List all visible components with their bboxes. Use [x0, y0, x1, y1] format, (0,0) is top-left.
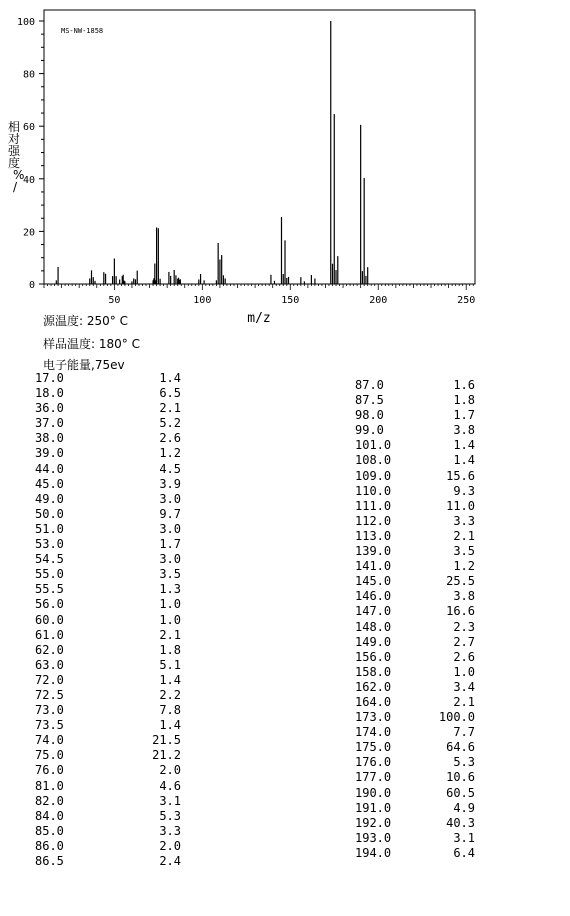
abundance-value: 1.3 [159, 582, 181, 597]
mz-value: 18.0 [35, 386, 64, 401]
mz-value: 72.5 [35, 687, 64, 702]
mz-value: 146.0 [355, 589, 392, 604]
table-row [355, 801, 475, 816]
mz-value: 61.0 [35, 627, 64, 642]
mz-value: 112.0 [355, 513, 392, 528]
mz-value: 72.0 [35, 672, 64, 687]
x-tick-label: 50 [108, 295, 121, 306]
mz-value: 87.0 [355, 378, 384, 392]
mz-value: 99.0 [355, 423, 384, 438]
table-row [35, 567, 181, 582]
x-tick-label: 200 [369, 295, 388, 306]
mz-value: 54.5 [35, 552, 64, 567]
table-row [355, 680, 475, 695]
table-row [355, 846, 475, 861]
mz-value: 194.0 [355, 845, 392, 860]
mz-value: 174.0 [355, 725, 392, 740]
table-row [35, 582, 181, 597]
abundance-value: 3.3 [159, 823, 181, 838]
mz-value: 39.0 [35, 446, 64, 461]
mz-value: 50.0 [35, 506, 64, 521]
abundance-value: 64.6 [446, 740, 475, 755]
table-row [35, 492, 181, 507]
mz-value: 17.0 [35, 371, 64, 385]
abundance-value: 15.6 [446, 468, 475, 483]
mz-value: 49.0 [35, 491, 64, 506]
mz-value: 56.0 [35, 597, 64, 612]
abundance-value: 2.6 [159, 431, 181, 446]
mz-value: 110.0 [355, 483, 392, 498]
abundance-value: 1.4 [453, 438, 475, 453]
abundance-value: 4.5 [159, 461, 181, 476]
mz-value: 60.0 [35, 612, 64, 627]
table-row [355, 620, 475, 635]
table-row [355, 438, 475, 453]
table-row [35, 779, 181, 794]
table-row [355, 695, 475, 710]
abundance-value: 2.0 [159, 763, 181, 778]
abundance-value: 3.9 [159, 476, 181, 491]
abundance-value: 1.0 [159, 612, 181, 627]
y-tick-label: 60 [22, 122, 35, 134]
mz-value: 173.0 [355, 710, 392, 725]
mz-value: 101.0 [355, 438, 392, 453]
abundance-value: 3.0 [159, 552, 181, 567]
table-row [355, 393, 475, 408]
mz-value: 62.0 [35, 642, 64, 657]
y-tick-label: 100 [16, 17, 35, 28]
table-row [355, 544, 475, 559]
table-row [355, 559, 475, 574]
abundance-value: 2.4 [159, 854, 181, 868]
abundance-value: 2.2 [159, 687, 181, 702]
mz-value: 53.0 [35, 537, 64, 552]
abundance-value: 3.8 [453, 589, 475, 604]
mz-value: 139.0 [355, 544, 392, 559]
mz-value: 113.0 [355, 528, 392, 543]
abundance-value: 7.7 [453, 725, 475, 740]
abundance-value: 1.6 [453, 378, 475, 392]
table-row [35, 763, 181, 778]
abundance-value: 2.3 [453, 619, 475, 634]
abundance-value: 5.2 [159, 416, 181, 431]
abundance-value: 10.6 [446, 770, 475, 785]
abundance-value: 16.6 [446, 604, 475, 619]
table-row [355, 574, 475, 589]
mz-value: 177.0 [355, 770, 392, 785]
table-row [35, 446, 181, 461]
mz-value: 51.0 [35, 521, 64, 536]
mz-value: 193.0 [355, 830, 392, 845]
abundance-value: 1.4 [159, 672, 181, 687]
abundance-value: 1.4 [159, 718, 181, 733]
table-row [355, 755, 475, 770]
mz-value: 55.5 [35, 582, 64, 597]
table-row [355, 408, 475, 423]
table-row [35, 658, 181, 673]
abundance-value: 1.8 [159, 642, 181, 657]
mz-value: 109.0 [355, 468, 392, 483]
x-tick-label: 100 [193, 295, 212, 306]
mz-value: 111.0 [355, 498, 392, 513]
table-row [35, 809, 181, 824]
mz-value: 37.0 [35, 416, 64, 431]
table-row [35, 824, 181, 839]
table-row [35, 733, 181, 748]
abundance-value: 60.5 [446, 785, 475, 800]
y-tick-label: 80 [22, 69, 35, 81]
table-row [355, 423, 475, 438]
mz-value: 85.0 [35, 823, 64, 838]
table-row [355, 378, 475, 393]
abundance-value: 9.7 [159, 506, 181, 521]
mz-value: 76.0 [35, 763, 64, 778]
table-row [35, 552, 181, 567]
abundance-value: 6.4 [453, 845, 475, 860]
table-row [355, 725, 475, 740]
table-row [355, 604, 475, 619]
mz-value: 86.5 [35, 854, 64, 868]
table-row [35, 673, 181, 688]
table-row [35, 703, 181, 718]
mz-value: 145.0 [355, 574, 392, 589]
abundance-value: 6.5 [159, 386, 181, 401]
table-row [355, 770, 475, 785]
mz-value: 141.0 [355, 559, 392, 574]
abundance-value: 3.0 [159, 521, 181, 536]
table-row [35, 416, 181, 431]
mz-value: 81.0 [35, 778, 64, 793]
table-row [35, 854, 181, 869]
abundance-value: 25.5 [446, 574, 475, 589]
abundance-value: 3.4 [453, 679, 475, 694]
abundance-value: 1.7 [159, 537, 181, 552]
table-row [35, 839, 181, 854]
electron-energy: 电子能量,75ev [43, 358, 125, 372]
table-row [35, 718, 181, 733]
abundance-value: 2.1 [453, 694, 475, 709]
mz-value: 176.0 [355, 755, 392, 770]
table-row [35, 643, 181, 658]
x-tick-label: 150 [281, 295, 300, 306]
abundance-value: 1.2 [453, 559, 475, 574]
y-axis-label: 相对强度% / [8, 120, 25, 194]
table-row [35, 794, 181, 809]
table-row [355, 650, 475, 665]
abundance-value: 9.3 [453, 483, 475, 498]
abundance-value: 1.4 [159, 371, 181, 385]
table-row [355, 786, 475, 801]
abundance-value: 11.0 [446, 498, 475, 513]
mz-value: 45.0 [35, 476, 64, 491]
mz-value: 149.0 [355, 634, 392, 649]
mz-value: 38.0 [35, 431, 64, 446]
mz-value: 164.0 [355, 694, 392, 709]
abundance-value: 3.5 [159, 567, 181, 582]
mz-value: 73.0 [35, 703, 64, 718]
mz-value: 84.0 [35, 808, 64, 823]
table-row [35, 401, 181, 416]
mz-value: 148.0 [355, 619, 392, 634]
mz-value: 175.0 [355, 740, 392, 755]
mz-value: 190.0 [355, 785, 392, 800]
mz-value: 82.0 [35, 793, 64, 808]
abundance-value: 1.7 [453, 408, 475, 423]
table-row [35, 613, 181, 628]
table-row [35, 748, 181, 763]
abundance-value: 100.0 [438, 710, 475, 725]
mz-value: 86.0 [35, 838, 64, 853]
table-row [35, 522, 181, 537]
y-tick-label: 20 [22, 227, 35, 239]
abundance-value: 40.3 [446, 815, 475, 830]
mz-value: 74.0 [35, 733, 64, 748]
abundance-value: 21.2 [152, 748, 181, 763]
abundance-value: 2.1 [453, 528, 475, 543]
mz-value: 108.0 [355, 453, 392, 468]
table-row [355, 740, 475, 755]
mz-value: 191.0 [355, 800, 392, 815]
abundance-value: 3.5 [453, 544, 475, 559]
mz-value: 44.0 [35, 461, 64, 476]
abundance-value: 3.3 [453, 513, 475, 528]
mz-value: 98.0 [355, 408, 384, 423]
abundance-value: 2.1 [159, 627, 181, 642]
mz-value: 156.0 [355, 649, 392, 664]
abundance-value: 5.3 [159, 808, 181, 823]
peak-table-right [355, 378, 475, 861]
peak-table-left [35, 371, 181, 869]
table-row [35, 628, 181, 643]
table-row [35, 597, 181, 612]
mz-value: 162.0 [355, 679, 392, 694]
abundance-value: 4.6 [159, 778, 181, 793]
table-row [355, 453, 475, 468]
abundance-value: 1.2 [159, 446, 181, 461]
mz-value: 73.5 [35, 718, 64, 733]
table-row [355, 529, 475, 544]
abundance-value: 1.4 [453, 453, 475, 468]
abundance-value: 21.5 [152, 733, 181, 748]
mz-value: 147.0 [355, 604, 392, 619]
abundance-value: 3.1 [453, 830, 475, 845]
abundance-value: 3.8 [453, 423, 475, 438]
abundance-value: 1.0 [159, 597, 181, 612]
table-row [35, 462, 181, 477]
table-row [35, 386, 181, 401]
table-row [355, 816, 475, 831]
table-row [35, 371, 181, 386]
sample-temperature: 样品温度: 180° C [43, 337, 140, 351]
mz-value: 36.0 [35, 401, 64, 416]
table-row [355, 665, 475, 680]
mz-value: 75.0 [35, 748, 64, 763]
source-temperature: 源温度: 250° C [43, 314, 128, 328]
table-row [35, 688, 181, 703]
abundance-value: 2.7 [453, 634, 475, 649]
table-row [35, 477, 181, 492]
mz-value: 55.0 [35, 567, 64, 582]
abundance-value: 3.1 [159, 793, 181, 808]
abundance-value: 2.0 [159, 838, 181, 853]
abundance-value: 5.1 [159, 657, 181, 672]
table-row [355, 831, 475, 846]
abundance-value: 1.0 [453, 664, 475, 679]
plot-frame [44, 10, 475, 284]
abundance-value: 2.6 [453, 649, 475, 664]
table-row [355, 710, 475, 725]
table-row [355, 499, 475, 514]
mz-value: 158.0 [355, 664, 392, 679]
abundance-value: 4.9 [453, 800, 475, 815]
x-axis-label: m/z [247, 311, 271, 326]
table-row [35, 431, 181, 446]
table-row [355, 635, 475, 650]
sample-id: MS-NW-1858 [61, 27, 104, 35]
abundance-value: 2.1 [159, 401, 181, 416]
mz-value: 63.0 [35, 657, 64, 672]
table-row [355, 484, 475, 499]
abundance-value: 7.8 [159, 703, 181, 718]
y-tick-label: 40 [22, 174, 35, 186]
abundance-value: 5.3 [453, 755, 475, 770]
table-row [355, 514, 475, 529]
mz-value: 192.0 [355, 815, 392, 830]
abundance-value: 1.8 [453, 393, 475, 408]
mz-value: 87.5 [355, 393, 384, 408]
y-tick-label: 0 [28, 280, 35, 291]
table-row [35, 507, 181, 522]
table-row [35, 537, 181, 552]
table-row [355, 589, 475, 604]
abundance-value: 3.0 [159, 491, 181, 506]
x-tick-label: 250 [457, 295, 476, 306]
table-row [355, 469, 475, 484]
